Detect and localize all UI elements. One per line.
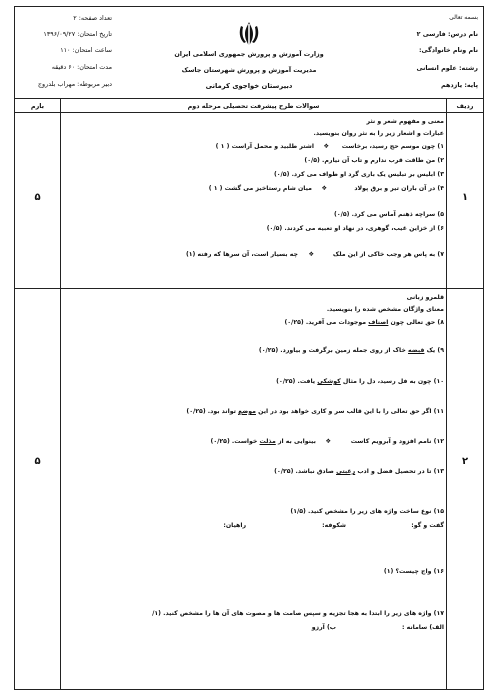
question-15-a: گفت و گو: [411,522,444,529]
grade-level: پایه: یازدهم [440,81,478,89]
section-divider [14,288,484,289]
question-1b: اشتر طلبید و محمل آراست ( ۱ ) [215,143,314,150]
question-7b: چه بسیار است، آن سرها که رفته (۱) [185,251,298,258]
section1-row-number: ۱ [461,192,469,203]
score-header: بارم [30,102,45,110]
question-17-b: ب) آرزو [311,624,336,631]
border-bottom [14,689,484,690]
question-12b: بینوایی به از مذلت خواست. (۰/۲۵) [210,438,316,445]
exam-page [14,6,484,690]
basmala: بسمه تعالی [449,14,478,21]
question-11: ۱۱) اگر حق تعالی را با این قالب سر و کاری خواهد بود در این موضع تواند بود. (۰/۲۵) [186,408,444,415]
exam-date: تاریخ امتحان: ۱۳۹۶/۰۹/۲۷ [43,30,112,38]
section2-title: قلمرو زبانی [406,294,444,301]
question-7a: ۷) به پاس هر وجب خاکی از این ملک [332,251,444,258]
question-15-c: راهیان: [223,522,246,529]
exam-duration: مدت امتحان: ۶۰ دقیقه [51,63,112,71]
question-4b: میان شام رستاخیز می گشت ( ۱ ) [208,185,312,192]
table-header-divider [14,112,484,113]
score-column-line [60,98,61,690]
row-header: ردیف [456,102,474,110]
question-12a: ۱۲) نامم افزود و آبرویم کاست [350,438,444,445]
student-name: نام ونام خانوادگی: [418,46,478,54]
section1-title: معنی و مفهوم شعر و نثر [366,118,444,125]
teacher-name: دبیر مربوطه: مهراب بلدروج [37,80,112,88]
question-16: ۱۶) واج چیست؟ (۱) [383,568,444,575]
lesson-name: نام درس: فارسی ۲ [416,30,478,38]
question-17: ۱۷) واژه های زیر را ابتدا به هجا تجزیه و سپس صامت ها و مصوت های آن ها را مشخص کنید. (۱/ [152,610,444,617]
school-name: دبیرستان خواجوی کرمانی [205,82,293,90]
question-2: ۲) من طاقت قرب ندارم و تاب آن نیارم. (۰/۵) [304,157,444,164]
question-4a: ۴) در آن باران تیر و برق پولاد [354,185,444,192]
department-name: مدیریت آموزش و پرورش شهرستان جاسک [181,66,317,74]
question-15-b: شکوفه: [322,522,346,529]
question-13: ۱۳) تا در تحصیل فضل و ادب رغبتی صادق نباشد. (۰/۲۵) [274,468,444,475]
diamond-icon: ❖ [323,143,329,150]
table-title: سوالات طرح پیشرفت تحصیلی مرحله دوم [187,102,320,110]
diamond-icon: ❖ [308,251,314,258]
diamond-icon: ❖ [321,185,327,192]
question-6: ۶) از خزاین غیب، گوهری، در نهاد او تعبیه می کردند. (۰/۵) [266,225,444,232]
header-divider [14,98,484,99]
field-name: رشته: علوم انسانی [416,64,478,72]
question-5: ۵) سراچه ذهنم آماس می کرد. (۰/۵) [333,211,444,218]
question-15: ۱۵) نوع ساخت واژه های زیر را مشخص کنید. (۱/۵) [290,508,444,515]
diamond-icon: ❖ [325,438,331,445]
question-9: ۹) یک قبضه خاک از روی جمله زمین برگرفت و بیاورد. (۰/۲۵) [258,347,444,354]
question-3: ۳) ابلیس بر تبلیس یک باری گرد او طواف می کرد. (۰/۵) [273,171,444,178]
iran-emblem-icon [236,20,262,48]
question-17-a: الف) سامانه : [401,624,444,631]
section2-score: ۵ [34,456,41,467]
exam-time: ساعت امتحان: ۱۱۰ [60,46,112,54]
section1-instruction: عبارات و اشعار زیر را به نثر روان بنویسید. [313,130,444,137]
question-1a: ۱) چون موسم حج رسید، برخاست [341,143,444,150]
section2-instruction: معنای واژگان مشخص شده را بنویسید. [326,306,444,313]
question-10: ۱۰) چون به فل رسید، دل را مثال کوشکی یافت. (۰/۲۵) [276,378,444,385]
border-top [14,6,484,7]
ministry-name: وزارت آموزش و پرورش جمهوری اسلامی ایران [174,50,324,58]
page-count: تعداد صفحه: ۲ [73,14,112,22]
border-right [483,6,484,690]
section1-score: ۵ [34,192,41,203]
section2-row-number: ۲ [461,456,469,467]
row-column-line [446,98,447,690]
question-8: ۸) حق تعالی چون اصناف موجودات می آفرید. (۰/۲۵) [284,319,444,326]
